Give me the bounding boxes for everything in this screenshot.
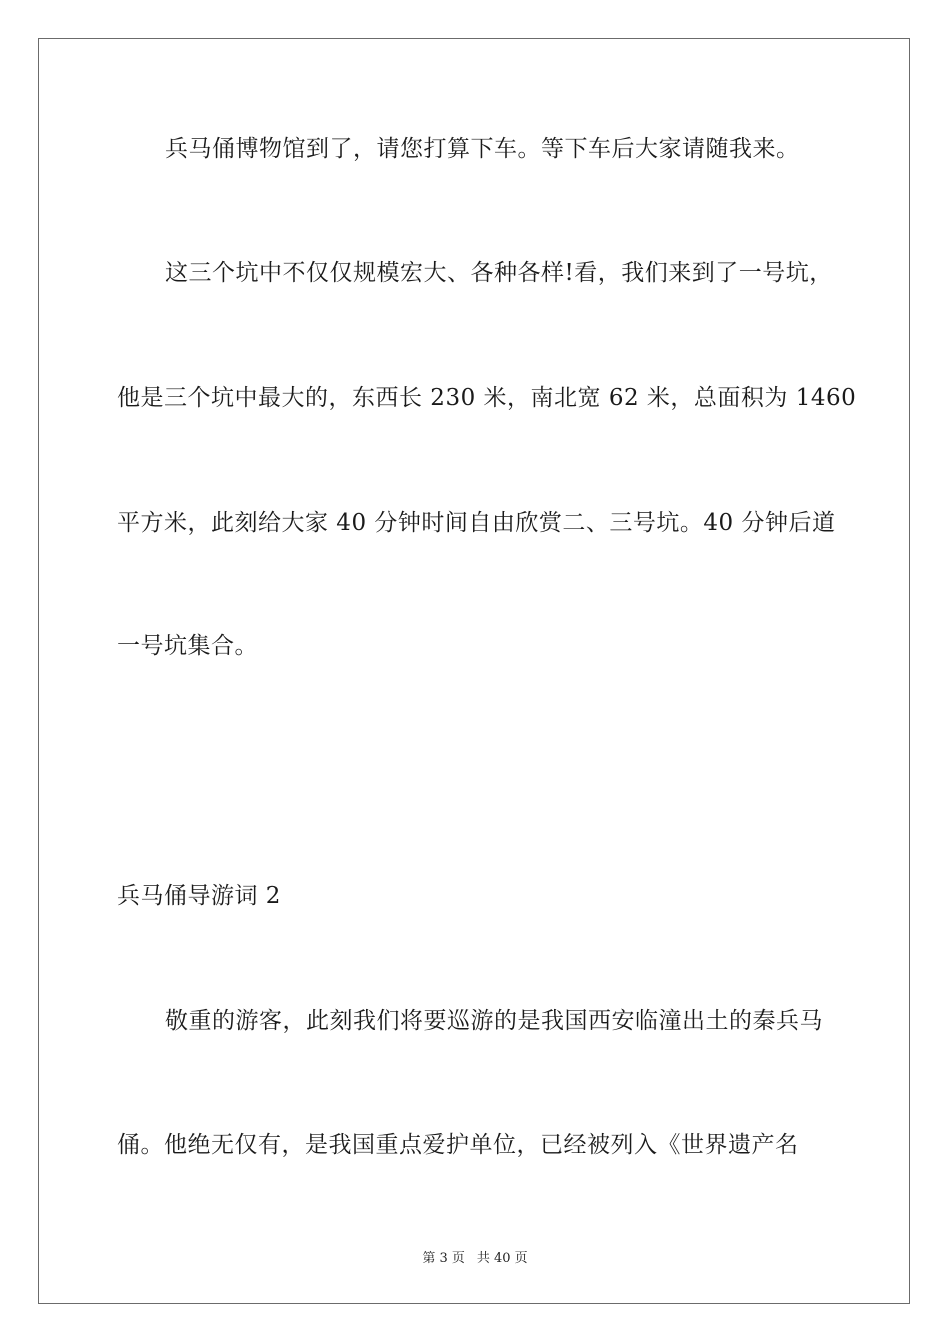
page-footer — [0, 1247, 950, 1266]
page-border — [38, 38, 910, 1304]
page-total: 共 40 页 — [476, 1251, 528, 1266]
paragraph-line: 一号坑集合。 — [117, 633, 258, 659]
page-number: 第 3 页 — [422, 1251, 465, 1266]
paragraph-line: 兵马俑博物馆到了，请您打算下车。等下车后大家请随我来。 — [165, 136, 800, 162]
paragraph-line: 俑。他绝无仅有，是我国重点爱护单位，已经被列入《世界遗产名 — [117, 1132, 799, 1158]
paragraph-line: 他是三个坑中最大的，东西长 230 米，南北宽 62 米，总面积为 1460 — [117, 385, 857, 411]
paragraph-line: 平方米，此刻给大家 40 分钟时间自由欣赏二、三号坑。40 分钟后道 — [117, 510, 836, 536]
paragraph-line: 这三个坑中不仅仅规模宏大、各种各样!看，我们来到了一号坑， — [165, 260, 833, 286]
section-heading: 兵马俑导游词 2 — [117, 883, 281, 909]
paragraph-line: 敬重的游客，此刻我们将要巡游的是我国西安临潼出土的秦兵马 — [165, 1008, 823, 1034]
